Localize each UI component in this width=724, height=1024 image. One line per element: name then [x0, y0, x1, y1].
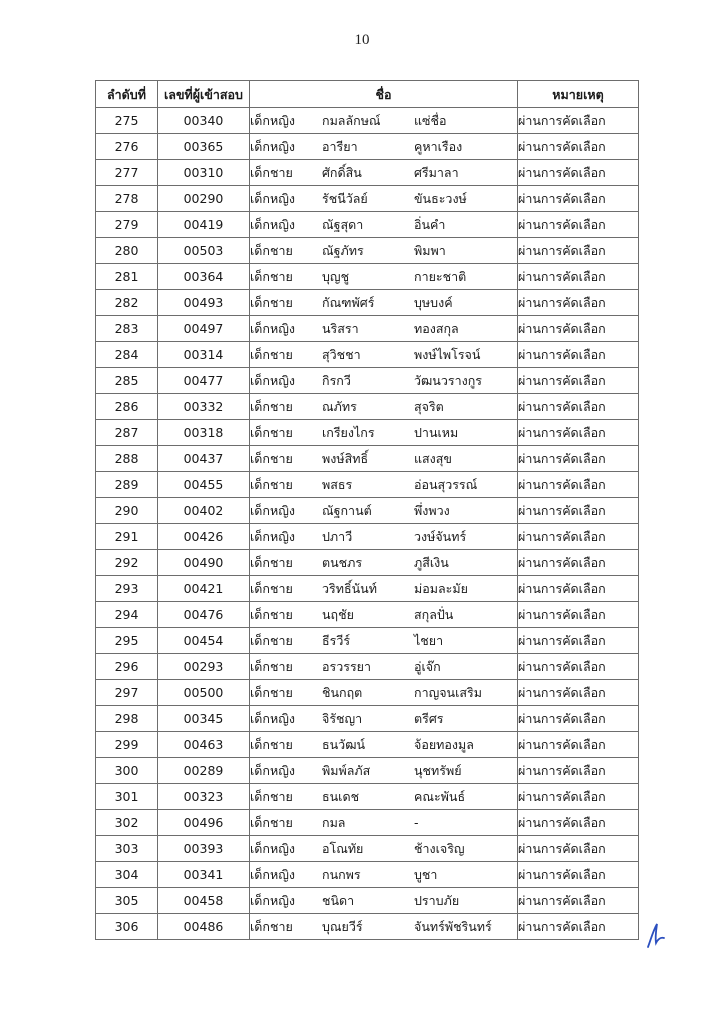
- table-row: [96, 498, 639, 524]
- row-first-name: พงษ์สิทธิ์: [322, 451, 369, 466]
- row-first-name: วริทธิ์นันท์: [322, 581, 377, 596]
- row-last-name: วัฒนวรางกูร: [414, 373, 482, 388]
- row-order: 300: [96, 758, 158, 784]
- row-remark: ผ่านการคัดเลือก: [518, 212, 639, 238]
- row-title: เด็กชาย: [250, 451, 293, 466]
- row-order: 303: [96, 836, 158, 862]
- row-name: [250, 368, 518, 394]
- row-remark: ผ่านการคัดเลือก: [518, 186, 639, 212]
- row-name: [250, 290, 518, 316]
- row-name: [250, 472, 518, 498]
- row-remark: ผ่านการคัดเลือก: [518, 472, 639, 498]
- row-name: [250, 342, 518, 368]
- row-name: [250, 108, 518, 134]
- row-first-name: พิมพ์ลภัส: [322, 763, 371, 778]
- row-remark: ผ่านการคัดเลือก: [518, 290, 639, 316]
- row-exam-id: 00310: [158, 160, 250, 186]
- row-name: [250, 810, 518, 836]
- row-remark: ผ่านการคัดเลือก: [518, 810, 639, 836]
- row-order: 282: [96, 290, 158, 316]
- row-remark: ผ่านการคัดเลือก: [518, 342, 639, 368]
- table-row: [96, 914, 639, 940]
- row-title: เด็กหญิง: [250, 711, 295, 726]
- row-name: [250, 914, 518, 940]
- row-name: [250, 238, 518, 264]
- row-name: [250, 888, 518, 914]
- row-last-name: คูหาเรือง: [414, 139, 463, 154]
- row-title: เด็กชาย: [250, 581, 293, 596]
- row-order: 283: [96, 316, 158, 342]
- row-last-name: -: [414, 815, 419, 830]
- row-remark: ผ่านการคัดเลือก: [518, 706, 639, 732]
- row-first-name: ชินกฤต: [322, 685, 363, 700]
- table-row: [96, 862, 639, 888]
- row-name: [250, 316, 518, 342]
- row-last-name: จันทร์พัชรินทร์: [414, 919, 492, 934]
- row-name: [250, 134, 518, 160]
- row-title: เด็กชาย: [250, 269, 293, 284]
- row-order: 276: [96, 134, 158, 160]
- row-name: [250, 160, 518, 186]
- row-name: [250, 784, 518, 810]
- row-name: [250, 758, 518, 784]
- row-exam-id: 00497: [158, 316, 250, 342]
- table-row: [96, 758, 639, 784]
- table-row: [96, 576, 639, 602]
- page-number: 10: [354, 32, 370, 48]
- table-row: [96, 108, 639, 134]
- row-remark: ผ่านการคัดเลือก: [518, 836, 639, 862]
- row-last-name: ตรีศร: [414, 711, 444, 726]
- row-exam-id: 00340: [158, 108, 250, 134]
- row-remark: ผ่านการคัดเลือก: [518, 654, 639, 680]
- row-title: เด็กชาย: [250, 555, 293, 570]
- row-name: [250, 732, 518, 758]
- table-row: [96, 160, 639, 186]
- table-row: [96, 264, 639, 290]
- row-remark: ผ่านการคัดเลือก: [518, 394, 639, 420]
- row-name: [250, 420, 518, 446]
- row-title: เด็กชาย: [250, 685, 293, 700]
- row-last-name: นุชทรัพย์: [414, 763, 462, 778]
- row-title: เด็กหญิง: [250, 113, 295, 128]
- row-last-name: พิมพา: [414, 243, 446, 258]
- table-row: [96, 238, 639, 264]
- row-exam-id: 00454: [158, 628, 250, 654]
- row-last-name: พงษ์ไพโรจน์: [414, 347, 481, 362]
- row-remark: ผ่านการคัดเลือก: [518, 784, 639, 810]
- row-last-name: ปราบภัย: [414, 893, 460, 908]
- row-exam-id: 00293: [158, 654, 250, 680]
- table-row: [96, 342, 639, 368]
- table-body: [96, 108, 639, 940]
- table-row: [96, 420, 639, 446]
- row-exam-id: 00458: [158, 888, 250, 914]
- row-last-name: ภูสีเงิน: [414, 555, 449, 570]
- table-row: [96, 706, 639, 732]
- row-name: [250, 862, 518, 888]
- row-title: เด็กหญิง: [250, 503, 295, 518]
- row-exam-id: 00290: [158, 186, 250, 212]
- table-row: [96, 836, 639, 862]
- row-first-name: อรวรรยา: [322, 659, 372, 674]
- table-row: [96, 472, 639, 498]
- row-first-name: รัชนีวัลย์: [322, 191, 368, 206]
- row-name: [250, 628, 518, 654]
- row-first-name: กัณฑพัศร์: [322, 295, 375, 310]
- row-last-name: ทองสกุล: [414, 321, 459, 336]
- row-first-name: ตนชภร: [322, 555, 363, 570]
- row-exam-id: 00476: [158, 602, 250, 628]
- row-remark: ผ่านการคัดเลือก: [518, 238, 639, 264]
- row-last-name: แซ่ชื่อ: [414, 113, 447, 128]
- row-remark: ผ่านการคัดเลือก: [518, 628, 639, 654]
- row-exam-id: 00496: [158, 810, 250, 836]
- row-exam-id: 00364: [158, 264, 250, 290]
- table-row: [96, 446, 639, 472]
- row-title: เด็กหญิง: [250, 139, 295, 154]
- row-name: [250, 706, 518, 732]
- row-order: 280: [96, 238, 158, 264]
- row-order: 304: [96, 862, 158, 888]
- row-exam-id: 00365: [158, 134, 250, 160]
- row-first-name: ธีรวีร์: [322, 633, 351, 648]
- row-title: เด็กชาย: [250, 633, 293, 648]
- row-first-name: กมลลักษณ์: [322, 113, 381, 128]
- row-last-name: บูชา: [414, 867, 438, 882]
- row-exam-id: 00490: [158, 550, 250, 576]
- row-title: เด็กหญิง: [250, 217, 295, 232]
- row-title: เด็กชาย: [250, 243, 293, 258]
- row-exam-id: 00345: [158, 706, 250, 732]
- row-last-name: สุจริต: [414, 399, 444, 414]
- row-exam-id: 00455: [158, 472, 250, 498]
- row-name: [250, 654, 518, 680]
- row-order: 302: [96, 810, 158, 836]
- row-first-name: ณัฐกานต์: [322, 503, 372, 518]
- row-title: เด็กหญิง: [250, 191, 295, 206]
- row-first-name: กมล: [322, 815, 346, 830]
- row-remark: ผ่านการคัดเลือก: [518, 134, 639, 160]
- row-exam-id: 00323: [158, 784, 250, 810]
- table-row: [96, 732, 639, 758]
- row-name: [250, 264, 518, 290]
- table-row: [96, 524, 639, 550]
- row-first-name: บุณยวีร์: [322, 919, 363, 934]
- row-order: 296: [96, 654, 158, 680]
- row-exam-id: 00341: [158, 862, 250, 888]
- row-title: เด็กชาย: [250, 425, 293, 440]
- row-exam-id: 00402: [158, 498, 250, 524]
- row-order: 287: [96, 420, 158, 446]
- row-last-name: วงษ์จันทร์: [414, 529, 467, 544]
- header-remark: หมายเหตุ: [518, 81, 639, 108]
- row-remark: ผ่านการคัดเลือก: [518, 680, 639, 706]
- row-first-name: ณัฐภัทร: [322, 243, 364, 258]
- row-remark: ผ่านการคัดเลือก: [518, 888, 639, 914]
- row-order: 305: [96, 888, 158, 914]
- row-first-name: ธนเดช: [322, 789, 360, 804]
- row-remark: ผ่านการคัดเลือก: [518, 498, 639, 524]
- row-order: 289: [96, 472, 158, 498]
- row-name: [250, 550, 518, 576]
- row-remark: ผ่านการคัดเลือก: [518, 316, 639, 342]
- row-first-name: ศักดิ์สิน: [322, 165, 362, 180]
- row-remark: ผ่านการคัดเลือก: [518, 108, 639, 134]
- row-exam-id: 00437: [158, 446, 250, 472]
- row-first-name: นฤชัย: [322, 607, 354, 622]
- row-title: เด็กชาย: [250, 919, 293, 934]
- row-last-name: อู่เจ๊ก: [414, 659, 441, 674]
- row-order: 293: [96, 576, 158, 602]
- row-remark: ผ่านการคัดเลือก: [518, 160, 639, 186]
- row-first-name: จิรัชญา: [322, 711, 363, 726]
- row-order: 295: [96, 628, 158, 654]
- row-order: 279: [96, 212, 158, 238]
- row-order: 301: [96, 784, 158, 810]
- row-remark: ผ่านการคัดเลือก: [518, 758, 639, 784]
- row-title: เด็กหญิง: [250, 529, 295, 544]
- row-name: [250, 576, 518, 602]
- row-order: 285: [96, 368, 158, 394]
- row-first-name: อโณทัย: [322, 841, 364, 856]
- row-name: [250, 680, 518, 706]
- row-remark: ผ่านการคัดเลือก: [518, 732, 639, 758]
- row-order: 294: [96, 602, 158, 628]
- row-remark: ผ่านการคัดเลือก: [518, 524, 639, 550]
- row-exam-id: 00314: [158, 342, 250, 368]
- row-first-name: สุวิชชา: [322, 347, 361, 362]
- row-order: 278: [96, 186, 158, 212]
- row-exam-id: 00421: [158, 576, 250, 602]
- row-last-name: กาญจนเสริม: [414, 685, 482, 700]
- row-title: เด็กชาย: [250, 295, 293, 310]
- table-row: [96, 316, 639, 342]
- row-title: เด็กชาย: [250, 165, 293, 180]
- row-name: [250, 836, 518, 862]
- row-order: 299: [96, 732, 158, 758]
- table-row: [96, 654, 639, 680]
- row-last-name: ช้างเจริญ: [414, 841, 465, 856]
- row-order: 284: [96, 342, 158, 368]
- row-exam-id: 00493: [158, 290, 250, 316]
- row-exam-id: 00318: [158, 420, 250, 446]
- row-first-name: เกรียงไกร: [322, 425, 375, 440]
- header-name: ชื่อ: [250, 81, 518, 108]
- row-remark: ผ่านการคัดเลือก: [518, 550, 639, 576]
- row-order: 292: [96, 550, 158, 576]
- row-name: [250, 524, 518, 550]
- row-title: เด็กชาย: [250, 737, 293, 752]
- signature-mark: [644, 921, 666, 949]
- row-order: 277: [96, 160, 158, 186]
- row-first-name: กนกพร: [322, 867, 361, 882]
- row-remark: ผ่านการคัดเลือก: [518, 602, 639, 628]
- row-first-name: ณัฐสุดา: [322, 217, 364, 232]
- row-last-name: ศรีมาลา: [414, 165, 459, 180]
- row-last-name: บุษบงค์: [414, 295, 453, 310]
- row-exam-id: 00477: [158, 368, 250, 394]
- row-last-name: สกุลปั่น: [414, 607, 454, 622]
- row-remark: ผ่านการคัดเลือก: [518, 368, 639, 394]
- row-order: 298: [96, 706, 158, 732]
- results-table: [95, 80, 639, 940]
- table-row: [96, 186, 639, 212]
- row-last-name: จ้อยทองมูล: [414, 737, 474, 752]
- row-name: [250, 498, 518, 524]
- table-row: [96, 810, 639, 836]
- row-exam-id: 00500: [158, 680, 250, 706]
- row-order: 286: [96, 394, 158, 420]
- row-name: [250, 446, 518, 472]
- row-first-name: อารียา: [322, 139, 358, 154]
- row-order: 290: [96, 498, 158, 524]
- row-last-name: พึ่งพวง: [414, 503, 450, 518]
- row-exam-id: 00332: [158, 394, 250, 420]
- table-row: [96, 680, 639, 706]
- row-first-name: นริสรา: [322, 321, 359, 336]
- row-last-name: คณะพันธ์: [414, 789, 466, 804]
- row-first-name: บุญชู: [322, 269, 350, 284]
- row-title: เด็กหญิง: [250, 373, 295, 388]
- row-first-name: ณภัทร: [322, 399, 357, 414]
- row-exam-id: 00486: [158, 914, 250, 940]
- row-title: เด็กหญิง: [250, 763, 295, 778]
- row-exam-id: 00426: [158, 524, 250, 550]
- row-title: เด็กหญิง: [250, 893, 295, 908]
- row-title: เด็กชาย: [250, 477, 293, 492]
- table-row: [96, 368, 639, 394]
- header-exam-id: เลขที่ผู้เข้าสอบ: [158, 81, 250, 108]
- row-title: เด็กชาย: [250, 659, 293, 674]
- row-title: เด็กชาย: [250, 347, 293, 362]
- row-last-name: ไชยา: [414, 633, 444, 648]
- header-order: ลำดับที่: [96, 81, 158, 108]
- row-title: เด็กหญิง: [250, 841, 295, 856]
- row-exam-id: 00289: [158, 758, 250, 784]
- row-title: เด็กชาย: [250, 607, 293, 622]
- row-remark: ผ่านการคัดเลือก: [518, 862, 639, 888]
- table-row: [96, 628, 639, 654]
- row-exam-id: 00503: [158, 238, 250, 264]
- table-row: [96, 602, 639, 628]
- table-row: [96, 394, 639, 420]
- row-remark: ผ่านการคัดเลือก: [518, 264, 639, 290]
- row-title: เด็กหญิง: [250, 867, 295, 882]
- row-exam-id: 00419: [158, 212, 250, 238]
- row-order: 306: [96, 914, 158, 940]
- row-first-name: ชนิดา: [322, 893, 355, 908]
- row-remark: ผ่านการคัดเลือก: [518, 420, 639, 446]
- table-row: [96, 550, 639, 576]
- row-order: 288: [96, 446, 158, 472]
- row-order: 297: [96, 680, 158, 706]
- row-last-name: อ่อนสุวรรณ์: [414, 477, 478, 492]
- table-row: [96, 784, 639, 810]
- row-last-name: ปานเหม: [414, 425, 459, 440]
- table-row: [96, 888, 639, 914]
- row-first-name: ธนวัฒน์: [322, 737, 366, 752]
- row-last-name: อิ่นคำ: [414, 217, 446, 232]
- row-name: [250, 186, 518, 212]
- row-last-name: ม่อมละมัย: [414, 581, 468, 596]
- row-exam-id: 00393: [158, 836, 250, 862]
- row-remark: ผ่านการคัดเลือก: [518, 576, 639, 602]
- table-header-row: [96, 81, 639, 108]
- table-row: [96, 212, 639, 238]
- row-exam-id: 00463: [158, 732, 250, 758]
- row-name: [250, 212, 518, 238]
- row-name: [250, 394, 518, 420]
- row-first-name: ปภาวี: [322, 529, 353, 544]
- row-last-name: ขันธะวงษ์: [414, 191, 467, 206]
- row-title: เด็กชาย: [250, 399, 293, 414]
- row-first-name: พสธร: [322, 477, 353, 492]
- row-last-name: แสงสุข: [414, 451, 452, 466]
- row-remark: ผ่านการคัดเลือก: [518, 446, 639, 472]
- table-row: [96, 134, 639, 160]
- row-order: 275: [96, 108, 158, 134]
- row-title: เด็กหญิง: [250, 321, 295, 336]
- row-order: 281: [96, 264, 158, 290]
- row-title: เด็กชาย: [250, 789, 293, 804]
- row-order: 291: [96, 524, 158, 550]
- row-first-name: กิรกวี: [322, 373, 351, 388]
- table-row: [96, 290, 639, 316]
- row-name: [250, 602, 518, 628]
- row-last-name: กายะชาติ: [414, 269, 467, 284]
- row-remark: ผ่านการคัดเลือก: [518, 914, 639, 940]
- row-title: เด็กชาย: [250, 815, 293, 830]
